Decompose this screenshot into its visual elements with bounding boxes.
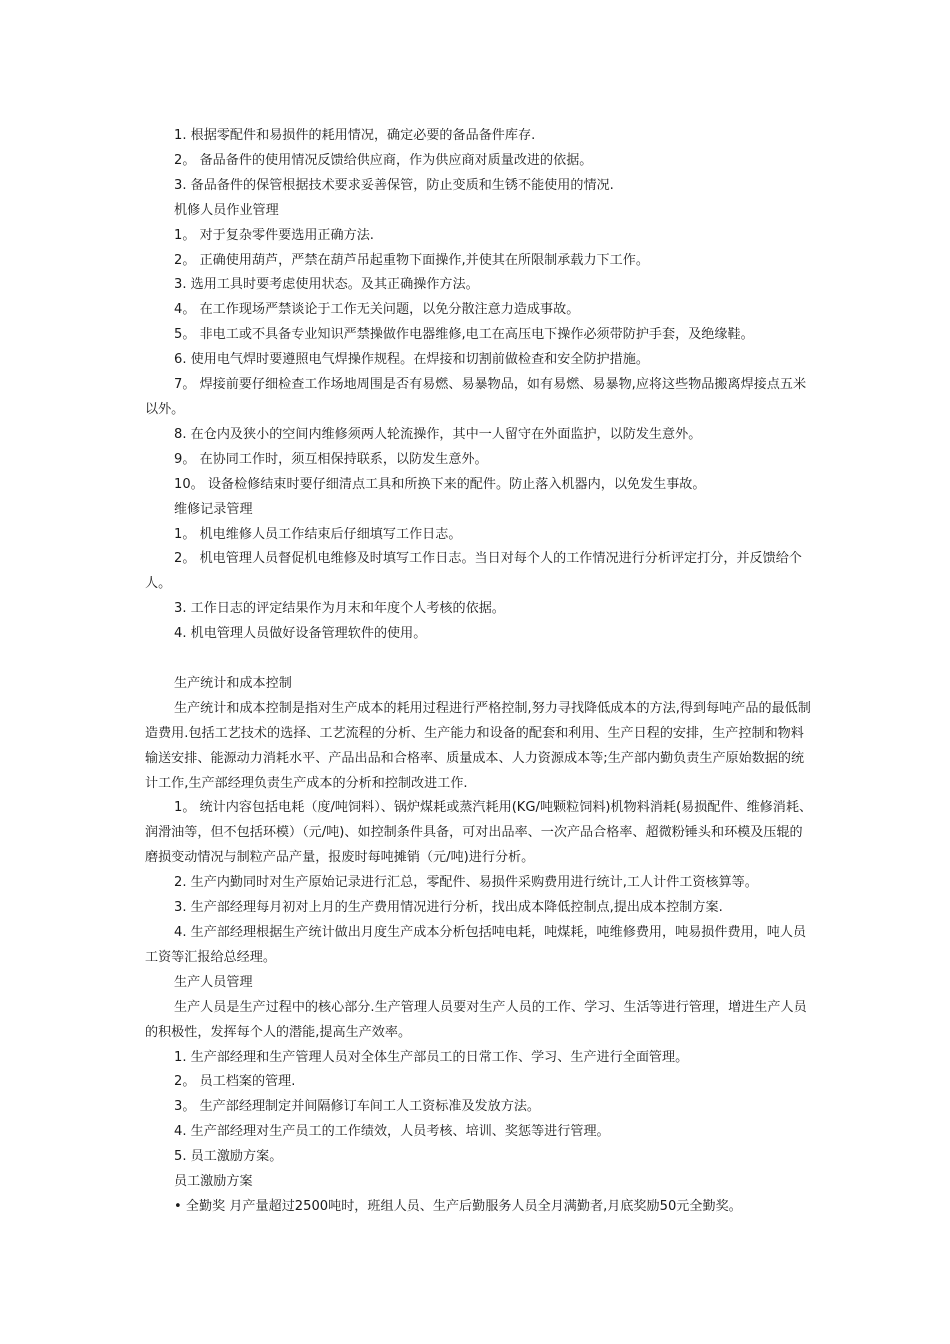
section-heading: 员工激励方案 <box>174 1174 253 1190</box>
section-heading: 生产统计和成本控制 <box>174 675 292 691</box>
list-item: 3. 工作日志的评定结果作为月末和年度个人考核的依据。 <box>174 601 505 617</box>
body-paragraph: 生产统计和成本控制是指对生产成本的耗用过程进行严格控制,努力寻找降低成本的方法,得到每吨产品的最低制造费用.包括工艺技术的选择、工艺流程的分析、生产能力和设备的配套和利用、生产日程的安排，生产控制和物料输送安排、能源动力消耗水平、产品出品和合格率、质量成本、人力资源成本等;生产部内勤负责生产原始数据的统计工作,生产部经理负责生产成本的分析和控制改进工作. <box>145 700 811 791</box>
list-item: 3. 生产部经理每月初对上月的生产费用情况进行分析，找出成本降低控制点,提出成本控制方案. <box>174 900 723 916</box>
list-item: 7。 焊接前要仔细检查工作场地周围是否有易燃、易暴物品，如有易燃、易暴物,应将这些物品搬离焊接点五米以外。 <box>145 377 807 417</box>
list-item: 1. 根据零配件和易损件的耗用情况，确定必要的备品备件库存. <box>174 128 536 143</box>
list-item: 2。 正确使用葫芦，严禁在葫芦吊起重物下面操作,并使其在所限制承载力下工作。 <box>174 252 649 268</box>
list-item: 10。 设备检修结束时要仔细清点工具和所换下来的配件。防止落入机器内，以免发生事故。 <box>174 476 706 492</box>
list-item: 9。 在协同工作时，须互相保持联系，以防发生意外。 <box>174 451 488 467</box>
list-item: 5. 员工激励方案。 <box>174 1149 283 1165</box>
list-item: 2。 备品备件的使用情况反馈给供应商，作为供应商对质量改进的依据。 <box>174 152 593 168</box>
list-item: 3。 生产部经理制定并间隔修订车间工人工资标准及发放方法。 <box>174 1099 541 1115</box>
list-item: 1。 对于复杂零件要选用正确方法. <box>174 227 374 243</box>
list-item: 1。 统计内容包括电耗（度/吨饲料）、锅炉煤耗或蒸汽耗用(KG/吨颗粒饲料)机物料消耗(易损配件、维修消耗、润滑油等，但不包括环模）（元/吨)、如控制条件具备，可对出品率、一次产品合格率、超微粉锤头和环模及压辊的磨损变动情况与制粒产品产量，报废时每吨摊销（元/吨)进行分析。 <box>145 800 813 866</box>
body-paragraph: 生产人员是生产过程中的核心部分.生产管理人员要对生产人员的工作、学习、生活等进行管理，增进生产人员的积极性，发挥每个人的潜能,提高生产效率。 <box>145 999 807 1040</box>
list-item: 3. 选用工具时要考虑使用状态。及其正确操作方法。 <box>174 277 479 293</box>
section-heading: 机修人员作业管理 <box>174 202 279 218</box>
list-item: 2。 员工档案的管理. <box>174 1074 296 1090</box>
list-item: 1. 生产部经理和生产管理人员对全体生产部员工的日常工作、学习、生产进行全面管理。 <box>174 1049 689 1065</box>
section-heading: 维修记录管理 <box>174 501 253 517</box>
list-item: 4. 生产部经理根据生产统计做出月度生产成本分析包括吨电耗，吨煤耗，吨维修费用，吨易损件费用，吨人员工资等汇报给总经理。 <box>145 924 807 965</box>
document-body <box>145 124 815 1220</box>
list-item: 4. 生产部经理对生产员工的工作绩效，人员考核、培训、奖惩等进行管理。 <box>174 1124 610 1140</box>
list-item: 8. 在仓内及狭小的空间内维修须两人轮流操作，其中一人留守在外面监护，以防发生意外。 <box>174 426 702 442</box>
list-item: 2。 机电管理人员督促机电维修及时填写工作日志。当日对每个人的工作情况进行分析评定打分，并反馈给个人。 <box>145 551 802 592</box>
list-item: 4。 在工作现场严禁谈论于工作无关问题，以免分散注意力造成事故。 <box>174 302 580 318</box>
list-item: 6. 使用电气焊时要遵照电气焊操作规程。在焊接和切割前做检查和安全防护措施。 <box>174 352 649 368</box>
list-item: 2. 生产内勤同时对生产原始记录进行汇总，零配件、易损件采购费用进行统计,工人计件工资核算等。 <box>174 875 758 891</box>
section-heading: 生产人员管理 <box>174 974 253 990</box>
list-item: 4. 机电管理人员做好设备管理软件的使用。 <box>174 626 427 642</box>
list-item: 5。 非电工或不具备专业知识严禁操做作电器维修,电工在高压电下操作必须带防护手套，及绝缘鞋。 <box>174 327 754 343</box>
list-item: 1。 机电维修人员工作结束后仔细填写工作日志。 <box>174 526 462 542</box>
bullet-item: • 全勤奖 月产量超过2500吨时，班组人员、生产后勤服务人员全月满勤者,月底奖励50元全勤奖。 <box>174 1198 742 1214</box>
list-item: 3. 备品备件的保管根据技术要求妥善保管，防止变质和生锈不能使用的情况. <box>174 177 614 193</box>
